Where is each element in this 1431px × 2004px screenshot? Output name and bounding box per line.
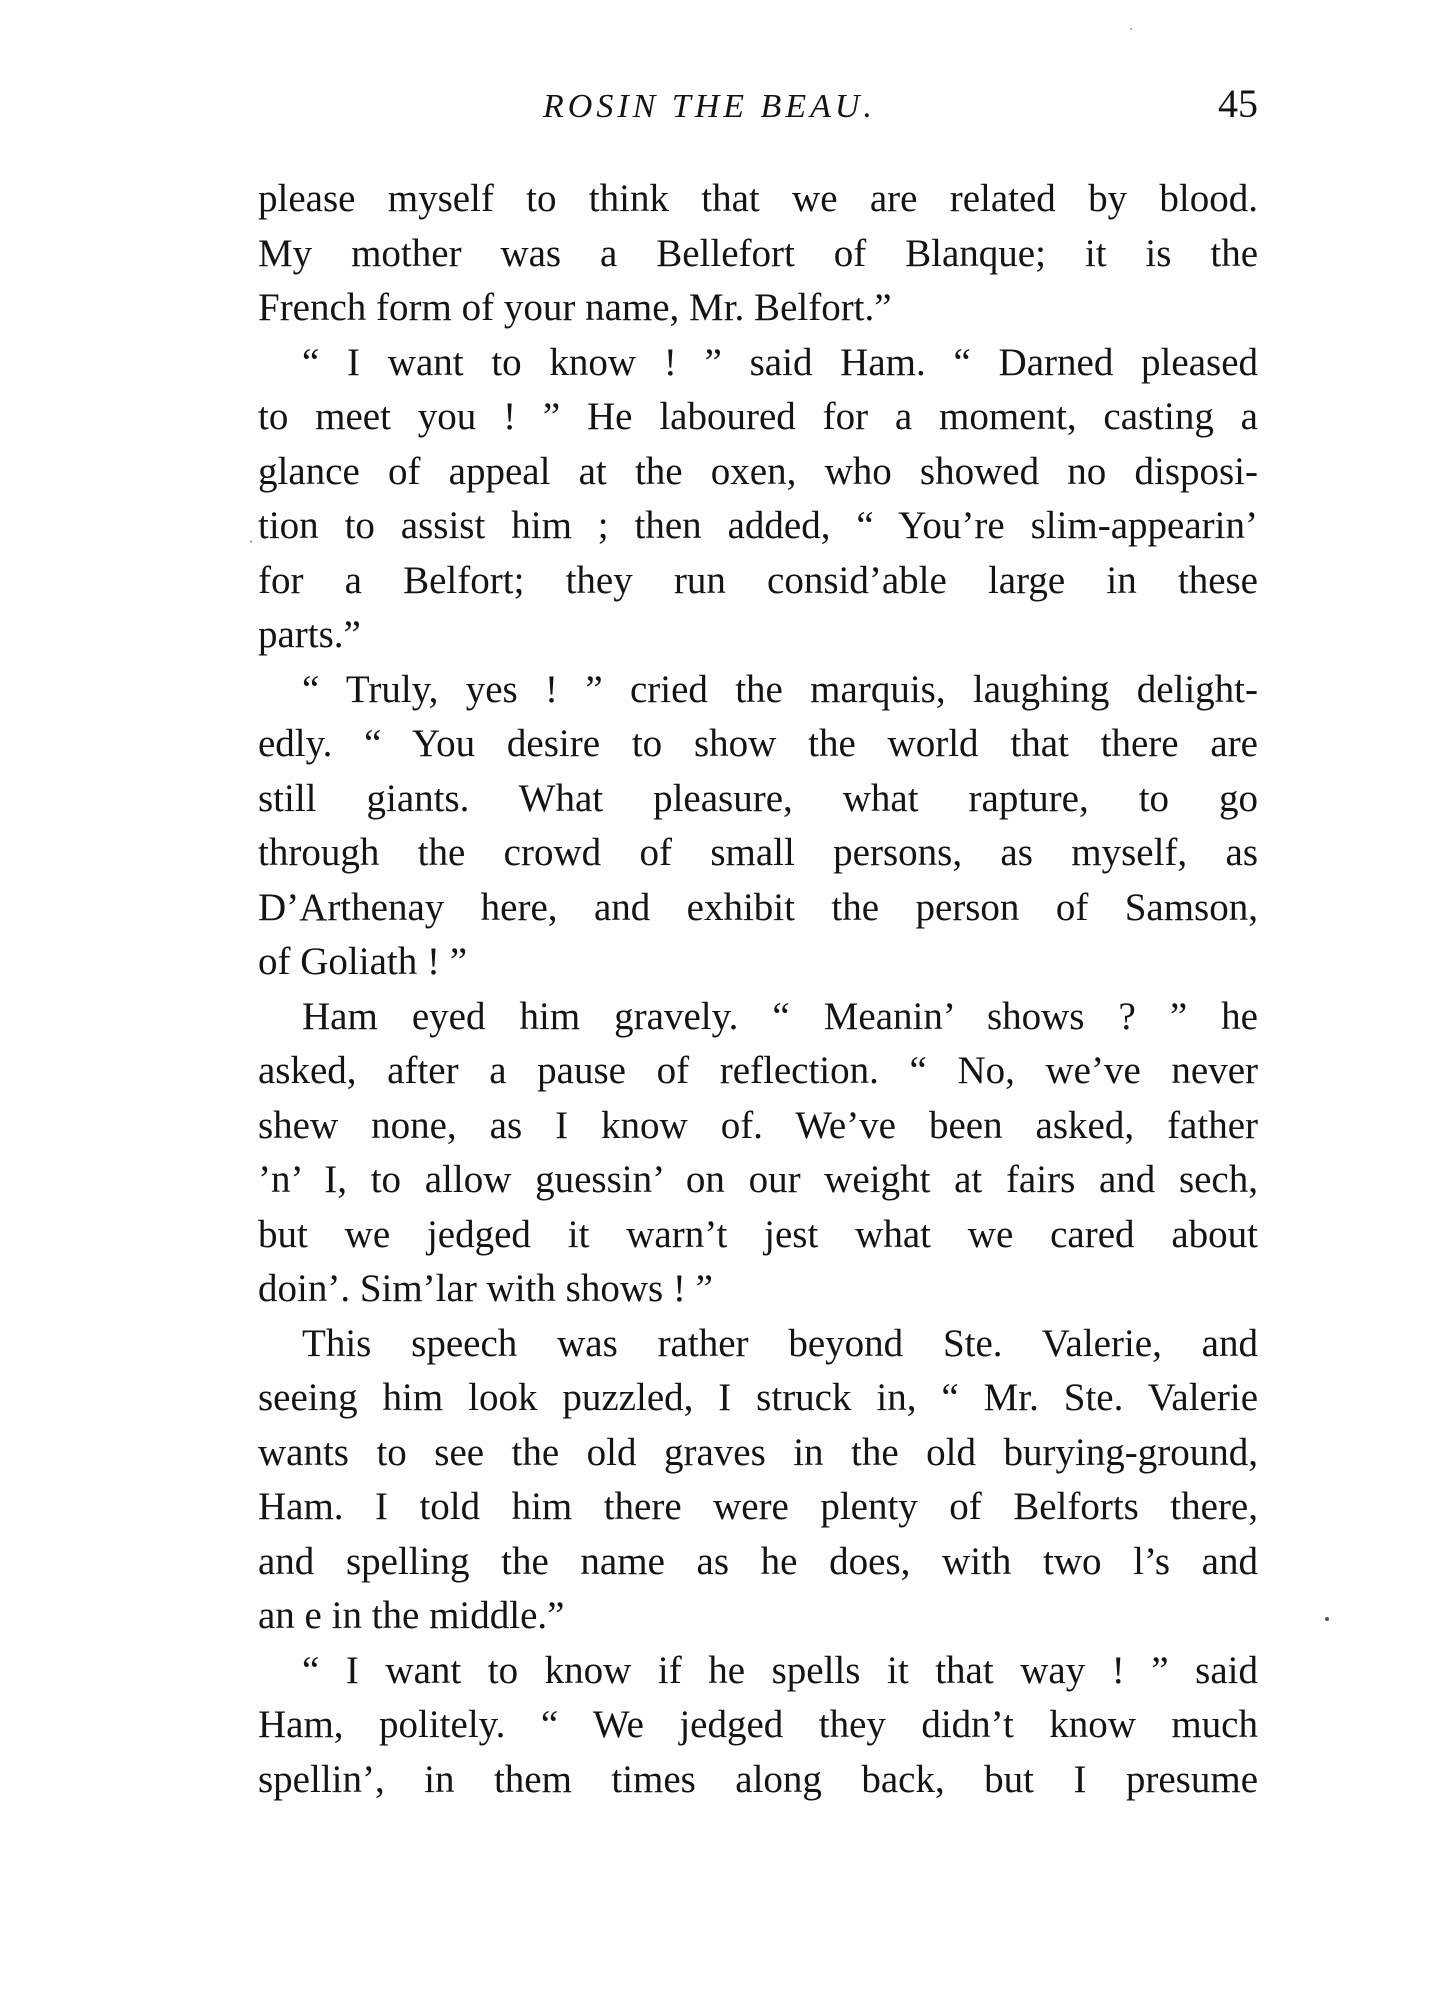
text-line: Ham, politely. “ We jedged they didn’t know much bbox=[258, 1703, 1258, 1746]
text-line: My mother was a Bellefort of Blanque; it is the bbox=[258, 231, 1258, 275]
text-line: Ham. I told him there were plenty of Belforts there, bbox=[258, 1485, 1258, 1528]
text-line: to meet you ! ” He laboured for a moment, casting a bbox=[258, 395, 1258, 438]
text-line: “ Truly, yes ! ” cried the marquis, laughing delight- bbox=[302, 667, 1258, 711]
text-line: ’n’ I, to allow guessin’ on our weight at fairs and sech, bbox=[258, 1158, 1258, 1201]
text-line: and spelling the name as he does, with two l’s and bbox=[258, 1539, 1258, 1583]
text-line: doin’. Sim’lar with shows ! ” bbox=[258, 1267, 713, 1310]
text-line: parts.” bbox=[258, 613, 361, 656]
page-number: 45 bbox=[1218, 81, 1258, 126]
text-line: asked, after a pause of reflection. “ No, we’ve never bbox=[258, 1049, 1258, 1092]
text-line: please myself to think that we are related by blood. bbox=[258, 177, 1258, 220]
running-title: ROSIN THE BEAU. bbox=[543, 88, 876, 125]
text-line: This speech was rather beyond Ste. Valerie, and bbox=[302, 1321, 1258, 1365]
body-text bbox=[258, 172, 1258, 1807]
text-line: of Goliath ! ” bbox=[258, 940, 468, 983]
text-line: through the crowd of small persons, as myself, as bbox=[258, 831, 1258, 874]
text-line: still giants. What pleasure, what rapture, to go bbox=[258, 776, 1258, 820]
text-line: wants to see the old graves in the old burying-ground, bbox=[258, 1430, 1258, 1474]
text-line: tion to assist him ; then added, “ You’re slim-appearin’ bbox=[258, 504, 1258, 547]
text-line: “ I want to know if he spells it that way ! ” said bbox=[302, 1648, 1258, 1692]
text-line: an e in the middle.” bbox=[258, 1594, 565, 1637]
text-line: French form of your name, Mr. Belfort.” bbox=[258, 286, 892, 329]
text-line: “ I want to know ! ” said Ham. “ Darned pleased bbox=[302, 340, 1258, 384]
text-line: D’Arthenay here, and exhibit the person of Samson, bbox=[258, 885, 1258, 929]
scan-speck bbox=[250, 540, 252, 543]
text-line: seeing him look puzzled, I struck in, “ Mr. Ste. Valerie bbox=[258, 1376, 1258, 1419]
running-head bbox=[258, 80, 1258, 140]
text-line: but we jedged it warn’t jest what we cared about bbox=[258, 1212, 1258, 1256]
scan-speck bbox=[1130, 28, 1132, 30]
text-line: edly. “ You desire to show the world that there are bbox=[258, 722, 1258, 765]
scan-speck bbox=[1325, 1617, 1329, 1621]
text-line: for a Belfort; they run consid’able large in these bbox=[258, 558, 1258, 602]
text-line: shew none, as I know of. We’ve been asked, father bbox=[258, 1103, 1258, 1147]
text-line: Ham eyed him gravely. “ Meanin’ shows ? ” he bbox=[302, 994, 1258, 1038]
text-line: glance of appeal at the oxen, who showed no disposi- bbox=[258, 449, 1258, 493]
text-line: spellin’, in them times along back, but I presume bbox=[258, 1757, 1258, 1801]
